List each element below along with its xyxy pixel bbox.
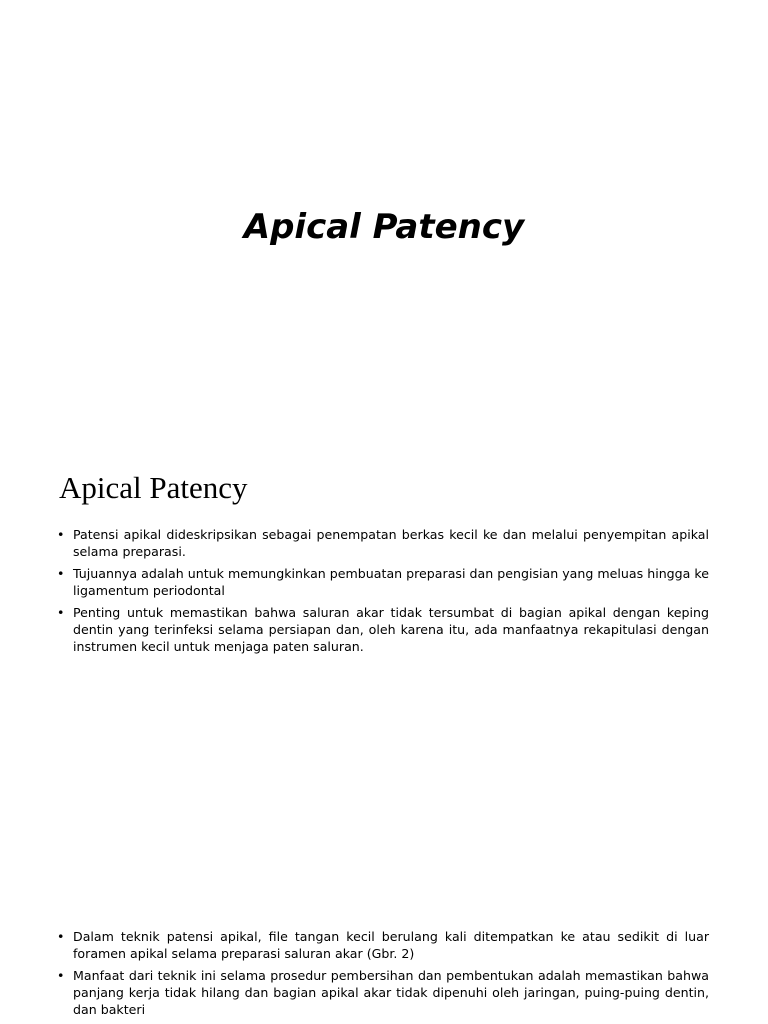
bullet-text: Dalam teknik patensi apikal, file tangan kecil berulang kali ditempatkan ke atau sedikit di luar foramen apikal selama preparasi saluran akar (Gbr. 2) [73, 929, 709, 961]
bullet-item [57, 967, 709, 1018]
bullet-list-bottom [57, 928, 709, 1023]
slide-title-text: Apical Patency [243, 207, 525, 247]
bullet-list-top [57, 526, 709, 660]
bullet-text: Tujuannya adalah untuk memungkinkan pembuatan preparasi dan pengisian yang meluas hingga ke ligamentum periodontal [73, 566, 709, 598]
bullet-text: Manfaat dari teknik ini selama prosedur pembersihan dan pembentukan adalah memastikan bahwa panjang kerja tidak hilang dan bagian apikal akar tidak dipenuhi oleh jaringan, puing-puing dentin, dan bakteri [73, 968, 709, 1017]
bullet-dot-icon: • [57, 968, 65, 983]
bullet-item [57, 604, 709, 655]
bullet-item [57, 565, 709, 599]
bullet-text: Patensi apikal dideskripsikan sebagai penempatan berkas kecil ke dan melalui penyempitan apikal selama preparasi. [73, 527, 709, 559]
bullet-item [57, 928, 709, 962]
content-heading: Apical Patency [59, 470, 248, 505]
bullet-dot-icon: • [57, 605, 65, 620]
bullet-item [57, 526, 709, 560]
slide-title [0, 0, 768, 430]
slide-content [0, 430, 768, 1024]
bullet-dot-icon: • [57, 929, 65, 944]
bullet-text: Penting untuk memastikan bahwa saluran akar tidak tersumbat di bagian apikal dengan keping dentin yang terinfeksi selama persiapan dan, oleh karena itu, ada manfaatnya rekapitulasi dengan instrumen kecil untuk menjaga paten saluran. [73, 605, 709, 654]
bullet-dot-icon: • [57, 566, 65, 581]
bullet-dot-icon: • [57, 527, 65, 542]
